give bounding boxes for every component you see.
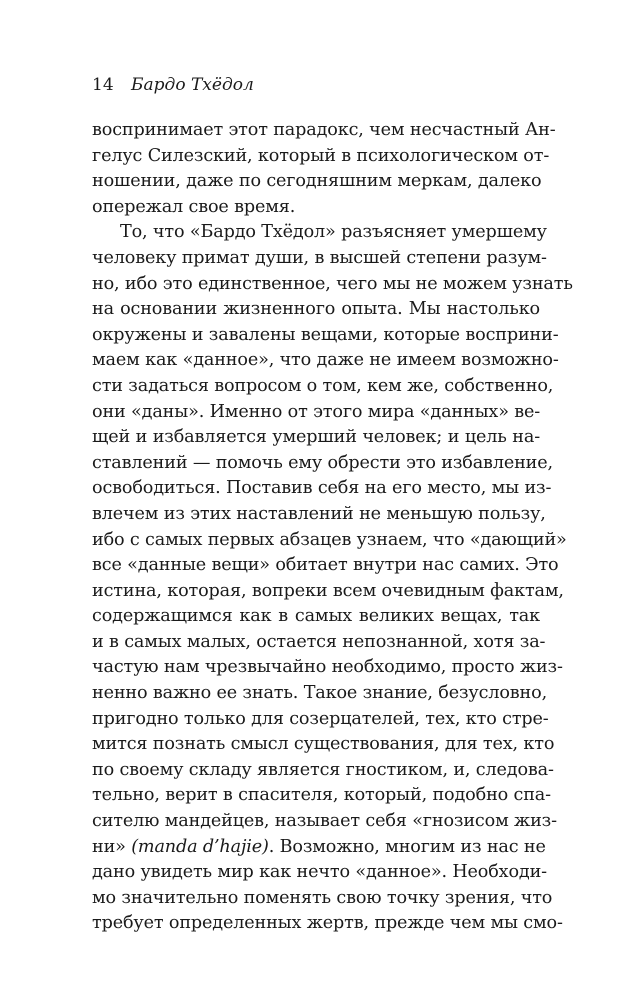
text-line: гелус Силезский, который в психологическом от- xyxy=(92,145,550,166)
text-line: по своему складу является гностиком, и, следова- xyxy=(92,759,554,780)
text-line: щей и избавляется умерший человек; и цель на- xyxy=(92,427,540,448)
text-line: ненно важно ее знать. Такое знание, безусловно, xyxy=(92,683,548,704)
text-line: ношении, даже по сегодняшним меркам, далеко xyxy=(92,171,542,192)
text-line: влечем из этих наставлений не меньшую пользу, xyxy=(92,503,546,524)
text-line: они «даны». Именно от этого мира «данных» ве- xyxy=(92,401,541,422)
text-line: тельно, верит в спасителя, который, подобно спа- xyxy=(92,785,551,806)
text-line: все «данные вещи» обитает внутри нас самих. Это xyxy=(92,555,559,576)
text-line: опережал свое время. xyxy=(92,196,296,217)
text-line-with-italic xyxy=(92,835,546,861)
text-line: требует определенных жертв, прежде чем мы смо- xyxy=(92,913,563,934)
running-header xyxy=(92,74,254,96)
italic-term: (manda d’hajie) xyxy=(131,836,269,857)
text-line: содержащимся как в самых великих вещах, так xyxy=(92,606,540,627)
text-line: воспринимает этот парадокс, чем несчастный Ан- xyxy=(92,120,556,140)
text-line: истина, которая, вопреки всем очевидным фактам, xyxy=(92,580,564,601)
text-line: ставлений — помочь ему обрести это избавление, xyxy=(92,452,553,473)
text-line: дано увидеть мир как нечто «данное». Необходи- xyxy=(92,862,547,883)
text-line: сти задаться вопросом о том, кем же, собственно, xyxy=(92,375,554,396)
text-line: человеку примат души, в высшей степени разум- xyxy=(92,247,547,268)
text-line: маем как «данное», что даже не имеем возможно- xyxy=(92,350,559,371)
line-segment: . Возможно, многим из нас не xyxy=(268,836,546,857)
paragraph-first-line: То, что «Бардо Тхёдол» разъясняет умершему xyxy=(120,222,547,243)
text-line: окружены и завалены вещами, которые восприни- xyxy=(92,324,559,345)
text-line: освободиться. Поставив себя на его место, мы из- xyxy=(92,478,552,499)
text-line: ибо с самых первых абзацев узнаем, что «дающий» xyxy=(92,529,567,550)
text-line: на основании жизненного опыта. Мы настолько xyxy=(92,299,540,320)
text-line: и в самых малых, остается непознанной, хотя за- xyxy=(92,631,546,652)
text-line: сителю мандейцев, называет себя «гнозисом жиз- xyxy=(92,811,557,832)
line-segment: ни» xyxy=(92,836,132,857)
text-line: частую нам чрезвычайно необходимо, просто жиз- xyxy=(92,657,563,678)
running-title: Бардо Тхёдол xyxy=(131,75,254,95)
text-line: пригодно только для созерцателей, тех, кто стре- xyxy=(92,708,549,729)
body-text xyxy=(92,118,573,937)
text-line: но, ибо это единственное, чего мы не можем узнать xyxy=(92,273,573,294)
text-line: мится познать смысл существования, для тех, кто xyxy=(92,734,555,755)
text-line: мо значительно поменять свою точку зрения, что xyxy=(92,887,553,908)
page-number: 14 xyxy=(92,75,114,95)
